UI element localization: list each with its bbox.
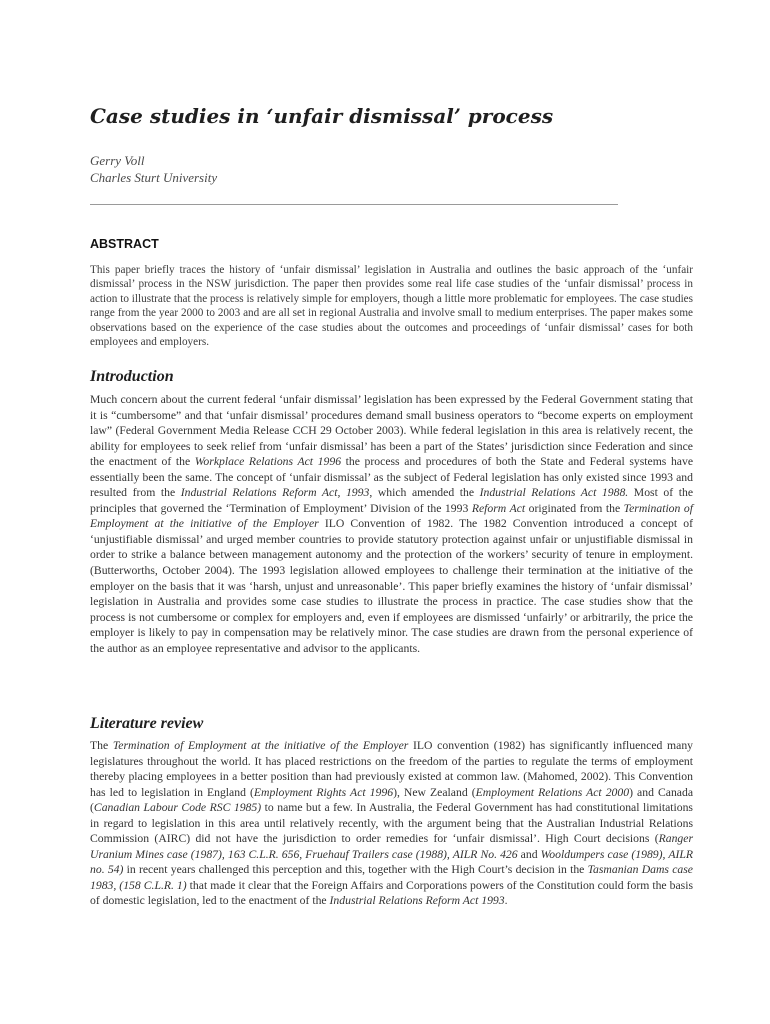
act-citation: Employment Relations Act 2000 bbox=[475, 785, 630, 799]
introduction-paragraph: Much concern about the current federal ‘unfair dismissal’ legislation has been expressed by the Federal Government stating that it is “cumbersome” and that ‘unfair dismissal’ procedures demand small business operators to “become experts on employment law” (Federal Government Media Release CCH 29 October 2003). While federal legislation in this area is relatively recent, the ability for employees to seek relief from ‘unfair dismissal’ has been a part of the States’ jurisdiction since Federation and since the enactment of the Workplace Relations Act 1996 the process and procedures of both the State and Federal systems have essentially been the same. The concept of ‘unfair dismissal’ as the subject of Federal legislation has only existed since 1993 and resulted from the Industrial Relations Reform Act, 1993, which amended the Industrial Relations Act 1988. Most of the principles that governed the ‘Termination of Employment’ Division of the 1993 Reform Act originated from the Termination of Employment at the initiative of the Employer ILO Convention of 1982. The 1982 Convention introduced a concept of ‘unjustifiable dismissal’ and urged member countries to provide statutory protection against unfair or unjustifiable dismissal in order to strike a balance between management autonomy and the protection of the workers’ security of tenure in employment. (Butterworths, October 2004). The 1993 legislation allowed employees to challenge their termination at the initiative of the employer on the basis that it was ‘harsh, unjust and unreasonable’. This paper briefly examines the history of ‘unfair dismissal’ legislation in Australia and provides some case studies to illustrate the process in practice. The case studies show that the process is not cumbersome or complex for employers and, even if employees are dismissed ‘unfairly’ or arbitrarily, the price the employer is likely to pay in compensation may be relatively minor. The case studies are drawn from the personal experience of the author as an employee representative and advisor to the applicants. bbox=[90, 393, 694, 655]
act-citation: Industrial Relations Reform Act 1993 bbox=[329, 894, 505, 908]
abstract-text: This paper briefly traces the history of ‘unfair dismissal’ legislation in Australia and outlines the basic approach of the ‘unfair dismissal’ process in the NSW jurisdiction. The paper then provides some real life case studies of the ‘unfair dismissal’ process in action to illustrate that the process is relatively simple for employers, though a little more problematic for employees. The case studies range from the year 2000 to 2003 and are all set in regional Australia and involve small to medium enterprises. The paper makes some observations based on the experience of the case studies about the outcomes and proceedings of ‘unfair dismissal’ cases for both employees and employers. bbox=[90, 264, 693, 349]
abstract-heading: ABSTRACT bbox=[90, 237, 159, 251]
case-citation: Tasmanian Dams case 1983, (158 C.L.R. 1) bbox=[90, 863, 693, 892]
case-citation: Ranger Uranium Mines case (1987), 163 C.L.R. 656, Fruehauf Trailers case (1988), AILR No. 426 bbox=[90, 832, 693, 861]
author-name: Gerry Voll bbox=[90, 153, 145, 168]
header-divider bbox=[90, 204, 618, 205]
act-citation: Workplace Relations Act 1996 bbox=[194, 455, 342, 469]
introduction-heading: Introduction bbox=[90, 368, 174, 385]
act-citation: Industrial Relations Act 1988. bbox=[479, 486, 629, 500]
paper-title: Case studies in ‘unfair dismissal’ process bbox=[90, 104, 554, 128]
literature-review-heading: Literature review bbox=[90, 715, 204, 732]
case-citation: Wooldumpers case (1989), AILR no. 54) bbox=[90, 847, 693, 877]
act-citation: Employment Rights Act 1996 bbox=[253, 785, 394, 799]
act-citation: Reform Act bbox=[471, 501, 526, 515]
convention-citation: Termination of Employment at the initiative of the Employer bbox=[90, 501, 693, 531]
convention-citation: Termination of Employment at the initiative of the Employer bbox=[112, 739, 409, 752]
act-citation: Industrial Relations Reform Act, 1993 bbox=[180, 486, 370, 500]
author-affiliation: Charles Sturt University bbox=[90, 170, 218, 185]
literature-review-paragraph: The Termination of Employment at the initiative of the Employer ILO convention (1982) has significantly influenced many legislatures throughout the world. It has placed restrictions on the freedom of the parties to regulate the terms of employment thereby placing employees in a better position than had previously existed at common law. (Mahomed, 2002). This Convention has led to legislation in England (Employment Rights Act 1996), New Zealand (Employment Relations Act 2000) and Canada (Canadian Labour Code RSC 1985) to name but a few. In Australia, the Federal Government has had constitutional limitations in regard to legislation in this area until relatively recently, with the argument being that the Australian Industrial Relations Commission (AIRC) did not have the jurisdiction to order remedies for ‘unfair dismissal’. High Court decisions (Ranger Uranium Mines case (1987), 163 C.L.R. 656, Fruehauf Trailers case (1988), AILR No. 426 and Wooldumpers case (1989), AILR no. 54) in recent years challenged this perception and this, together with the High Court’s decision in the Tasmanian Dams case 1983, (158 C.L.R. 1) that made it clear that the Foreign Affairs and Corporations powers of the Constitution could form the basis of domestic legislation, led to the enactment of the Industrial Relations Reform Act 1993. bbox=[90, 739, 694, 908]
act-citation: Canadian Labour Code RSC 1985) bbox=[93, 801, 262, 815]
